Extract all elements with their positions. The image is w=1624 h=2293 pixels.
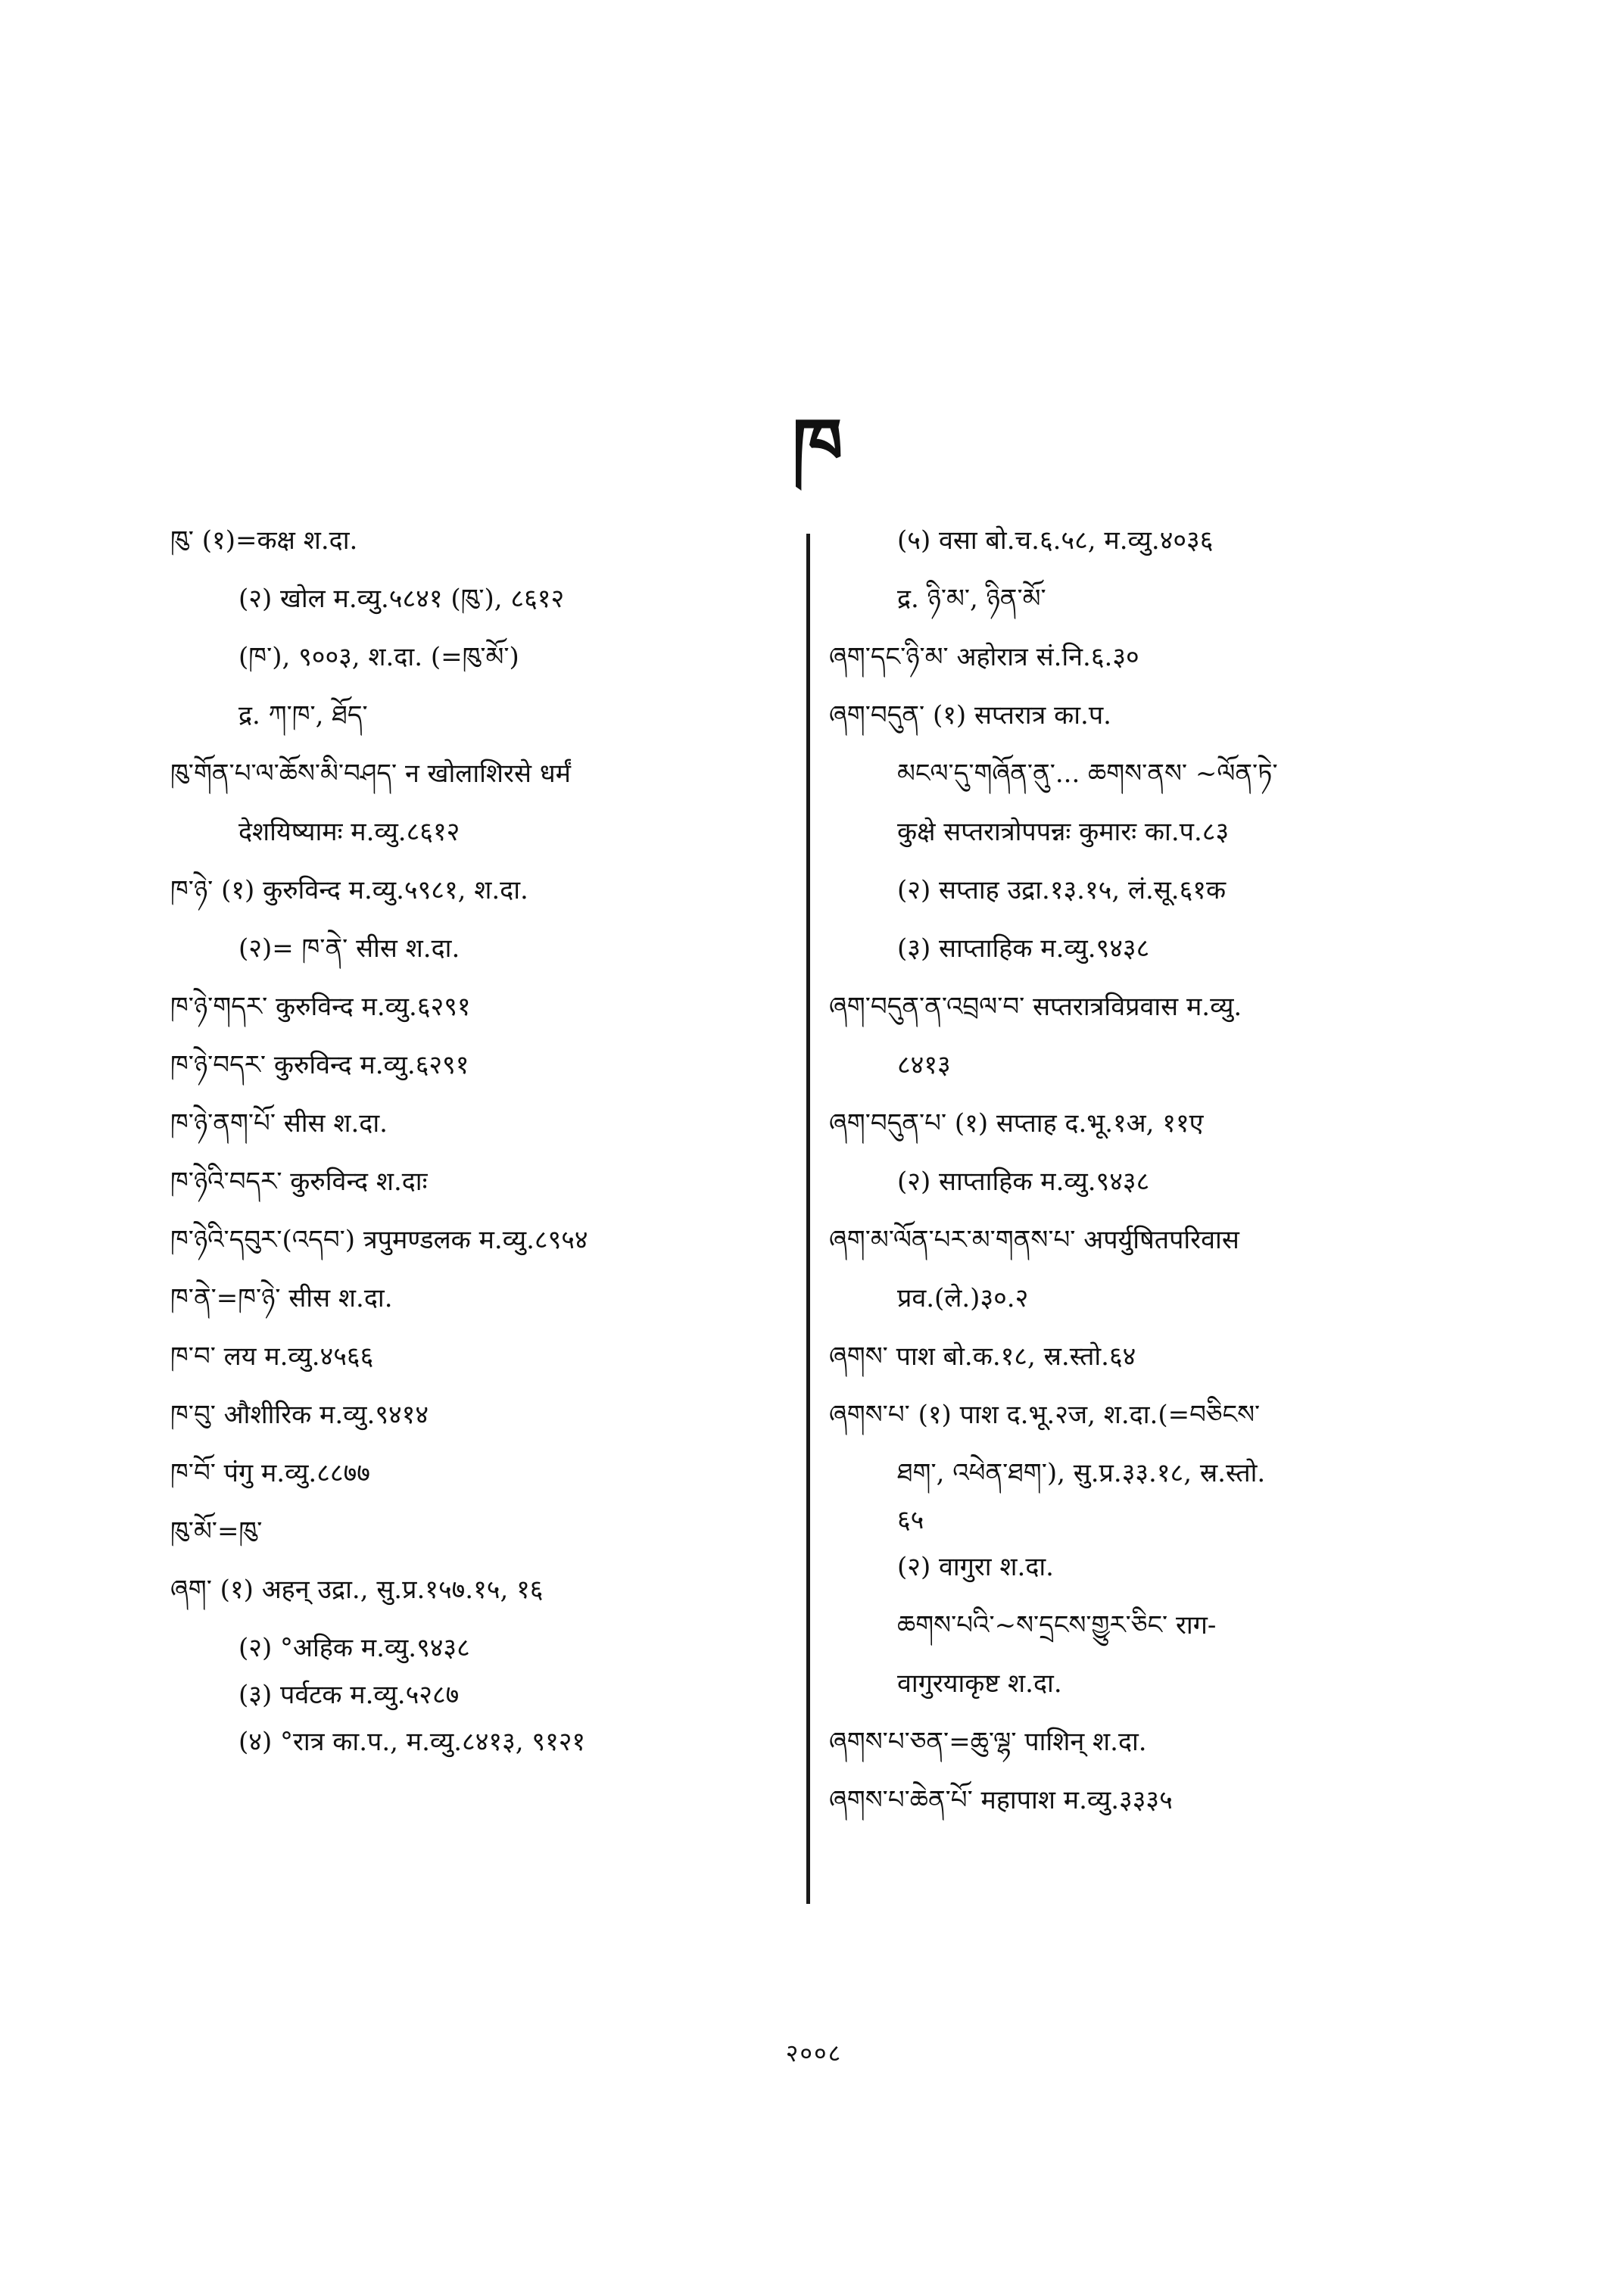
entry-headword-line: ཞགས་པ་ཆེན་པོ་ महापाश म.व्यु.३३३५ [829,1785,1173,1815]
entry-sense-line: (२) साप्ताहिक म.व्यु.९४३८ [897,1167,1150,1197]
entry-sense-line: (२) वागुरा श.दा. [897,1552,1054,1582]
entry-sense-line: (३) साप्ताहिक म.व्यु.९४३८ [897,933,1150,964]
entry-headword-line: ཁ་བོ་ पंगु म.व्यु.८८७७ [170,1458,370,1488]
entry-headword-line: ཁ་ཉེ་བདར་ कुरुविन्द म.व्यु.६२९१ [170,1050,469,1080]
entry-example-line: ཆགས་པའི་~ས་དྲངས་གྱུར་ཅིང་ राग- [897,1610,1217,1640]
entry-headword-line: ཁ་བ་ लय म.व्यु.४५६६ [170,1341,374,1372]
entry-headword-line: ཁ་ཉེ་ (१) कुरुविन्द म.व्यु.५९८१, श.दा. [170,875,528,905]
entry-headword-line: ཁ་བུ་ औशीरिक म.व्यु.९४१४ [170,1400,429,1430]
entry-sense-line: (२) खोल म.व्यु.५८४१ (ཁུ་), ८६१२ [238,584,565,614]
column-divider [806,534,810,1904]
entry-sense-line: (२) °अहिक म.व्यु.९४३८ [238,1633,470,1663]
entry-example-line: कुक्षे सप्तरात्रोपपन्नः कुमारः का.प.८३ [897,817,1230,847]
page-number: २००८ [785,2039,843,2067]
entry-sense-line: (५) वसा बो.च.६.५८, म.व्यु.४०३६ [897,525,1214,556]
entry-headword-line: ཞག་བདུན་ (१) सप्तरात्र का.प. [829,700,1111,731]
entry-sense-line: (२)= ཁ་ནེ་ सीस श.दा. [238,933,460,964]
right-column [829,522,1480,1840]
entry-headword-line: ཞགས་པ་ཅན་=ཆུ་ལྷ་ पाशिन् श.दा. [829,1727,1147,1757]
entry-headword-line: ཁུ་མོ་=ཁུ་ [170,1516,263,1547]
left-column [170,522,806,1771]
entry-headword-line: ཞག་བདུན་ན་འབྲལ་བ་ सप्तरात्रविप्रवास म.व्यु. [829,992,1242,1022]
entry-example-line: वागुरयाकृष्ट श.दा. [897,1668,1062,1699]
entry-sense-line: (३) पर्वटक म.व्यु.५२८७ [238,1680,460,1710]
entry-continuation-line: देशयिष्यामः म.व्यु.८६१२ [238,817,460,847]
entry-sense-line: (२) सप्ताह उद्रा.१३.१५, लं.सू.६१क [897,875,1227,905]
entry-continuation-line: ཐག་, འཕེན་ཐག་), सु.प्र.३३.१८, स्र.स्तो. [897,1458,1266,1488]
entry-continuation-line: प्रव.(ले.)३०.२ [897,1283,1029,1313]
entry-continuation-line: (ཁ་), ९००३, श.दा. (=ཁུ་མོ་) [238,642,519,672]
entry-headword-line: ཞག་མ་ལོན་པར་མ་གནས་པ་ अपर्युषितपरिवास [829,1225,1239,1255]
entry-headword-line: ཁ་ཉེའི་དབུར་(འདབ་) त्रपुमण्डलक म.व्यु.८९५४ [170,1225,588,1255]
entry-headword-line: ཁ་ཉེའི་བདར་ कुरुविन्द श.दाः [170,1167,428,1197]
section-letter-heading: ཁ [792,402,843,488]
entry-headword-line: ཁ་ནེ་=ཁ་ཉེ་ सीस श.दा. [170,1283,393,1313]
entry-headword-line: ཞགས་པ་ (१) पाश द.भू.२ज, श.दा.(=བཅིངས་ [829,1400,1261,1430]
entry-headword-line: ཞགས་ पाश बो.क.१८, स्र.स्तो.६४ [829,1341,1136,1372]
entry-crossref-line: द्र. ཉི་མ་, ཉིན་མོ་ [897,584,1046,614]
entry-headword-line: ཁ་ཉེ་ནག་པོ་ सीस श.दा. [170,1108,388,1139]
entry-example-line: མངལ་དུ་གཞོན་ནུ་... ཆགས་ནས་ ~ལོན་ཏེ་ [897,759,1278,789]
entry-headword-line: ཁ་ཉེ་གདར་ कुरुविन्द म.व्यु.६२९१ [170,992,471,1022]
entry-headword-line: ཁུ་ (१)=कक्ष श.दा. [170,525,358,556]
entry-crossref-line: द्र. ཀ་ཁ་, ཐོད་ [238,700,368,731]
entry-headword-line: ཞག་དང་ཉི་མ་ अहोरात्र सं.नि.६.३० [829,642,1139,672]
entry-headword-line: ཁུ་གོན་པ་ལ་ཆོས་མི་བཤད་ न खोलाशिरसे धर्मं [170,759,571,789]
entry-headword-line: ཞག་བདུན་པ་ (१) सप्ताह द.भू.१अ, ११ए [829,1108,1204,1139]
entry-continuation-line: ८४१३ [897,1050,951,1080]
entry-sense-line: (४) °रात्र का.प., म.व्यु.८४१३, ९१२१ [238,1727,586,1757]
entry-headword-line: ཞག་ (१) अहन् उद्रा., सु.प्र.१५७.१५, १६ [170,1575,544,1605]
entry-continuation-line: ६५ [897,1505,924,1535]
